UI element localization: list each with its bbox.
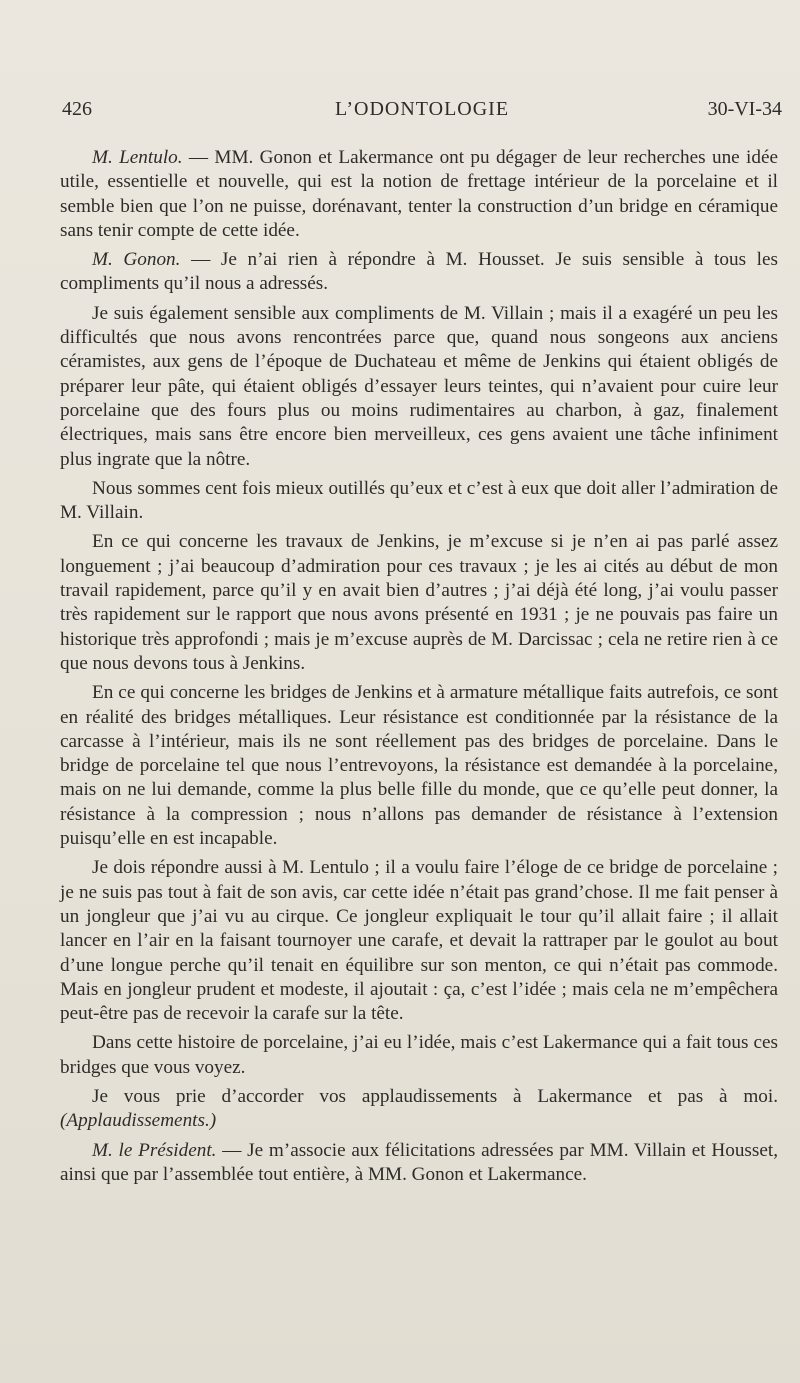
paragraph: [60, 1139, 778, 1188]
paragraph: [60, 302, 778, 472]
paragraph-text: — MM. Gonon et Lakermance ont pu dégager de leur recherches une idée utile, essentielle et nouvelle, qui est la notion de frettage intérieur de la porcelaine et il semble bien que l’on ne puisse, dorénavant, tenter la construction d’un bridge en céramique sans tenir compte de cette idée.: [60, 147, 778, 241]
running-title: L’ODONTOLOGIE: [334, 98, 510, 120]
running-header: [62, 98, 782, 128]
paragraph: [60, 856, 778, 1026]
speaker-name: M. Lentulo.: [92, 147, 183, 168]
paragraph-text: Je vous prie d’accorder vos applaudissements à Lakermance et pas à moi.: [92, 1085, 778, 1107]
applause-note: (Applaudissements.): [60, 1110, 217, 1132]
paragraph: [60, 1031, 778, 1080]
paragraph-text: Je suis également sensible aux compliments de M. Villain ; mais il a exagéré un peu les difficultés que nous avons rencontrées parce que, quand nous songeons aux anciens céramistes, aux gens de l’époque de Duchateau et même de Jenkins qui étaient obligés de préparer leur pâte, qui étaient obligés d’essayer leurs teintes, qui n’avaient pour cuire leur porcelaine que des fours plus ou moins rudimentaires au charbon, à gaz, finalement électriques, mais sans être encore bien merveilleux, ces gens avaient une tâche infiniment plus ingrate que la nôtre.: [60, 302, 778, 470]
paragraph-text: — Je m’associe aux félicitations adressées par MM. Villain et Housset, ainsi que par l’assemblée tout entière, à MM. Gonon et Lakermance.: [60, 1139, 778, 1185]
paragraph-text: En ce qui concerne les travaux de Jenkins, je m’excuse si je n’en ai pas parlé assez longuement ; j’ai beaucoup d’admiration pour ces travaux ; je les ai cités au début de mon travail rapidement, parce qu’il y en avait bien d’autres ; j’ai déjà été long, j’ai voulu passer très rapidement sur le rapport que nous avons présenté en 1931 ; je ne pouvais pas faire un historique très approfondi ; mais je m’excuse auprès de M. Darcissac ; cela ne retire rien à ce que nous devons tous à Jenkins.: [60, 531, 778, 674]
body-text: [60, 146, 778, 1192]
paragraph-text: Nous sommes cent fois mieux outillés qu’eux et c’est à eux que doit aller l’admiration de M. Villain.: [60, 477, 778, 524]
speaker-name: M. le Président.: [92, 1139, 217, 1161]
paragraph: [60, 248, 778, 297]
paragraph: [60, 530, 778, 676]
paragraph-text: — Je n’ai rien à répondre à M. Housset. Je suis sensible à tous les compliments qu’il nous a adressés.: [60, 249, 778, 295]
paragraph: [60, 1085, 778, 1134]
paragraph-text: Dans cette histoire de porcelaine, j’ai eu l’idée, mais c’est Lakermance qui a fait tous ces bridges que vous voyez.: [60, 1032, 778, 1078]
paragraph: [60, 146, 778, 243]
paragraph: [60, 681, 778, 851]
speaker-name: M. Gonon.: [92, 249, 181, 271]
paragraph-text: Je dois répondre aussi à M. Lentulo ; il a voulu faire l’éloge de ce bridge de porcelaine ; je ne suis pas tout à fait de son avis, car cette idée n’était pas grand’chose. Il me fait penser à un jongleur que j’ai vu au cirque. Ce jongleur expliquait le tour qu’il allait faire ; il allait lancer en l’air en la faisant tournoyer une carafe, et devait la rattraper par le goulot au bout d’une longue perche qu’il tenait en équilibre sur son menton, ce qui n’était pas commode. Mais en jongleur prudent et modeste, il ajoutait : ça, c’est l’idée ; mais cela ne m’empêchera peut-être pas de recevoir la carafe sur la tête.: [60, 857, 778, 1025]
page-number: 426: [62, 98, 92, 120]
paragraph-text: En ce qui concerne les bridges de Jenkins et à armature métallique faits autrefois, ce sont en réalité des bridges métalliques. Leur résistance est conditionnée par la résistance de la carcasse à l’intérieur, mais ils ne sont réellement pas des bridges de porcelaine. Dans le bridge de porcelaine tel que nous l’entrevoyons, la résistance est demandée à la porcelaine, mais on ne lui demande, comme la plus belle fille du monde, que ce qu’elle peut donner, la résistance à la compression ; nous n’allons pas demander de résistance à l’extension puisqu’elle en est incapable.: [60, 682, 778, 850]
issue-date: 30-VI-34: [707, 98, 782, 120]
paragraph: [60, 477, 778, 526]
